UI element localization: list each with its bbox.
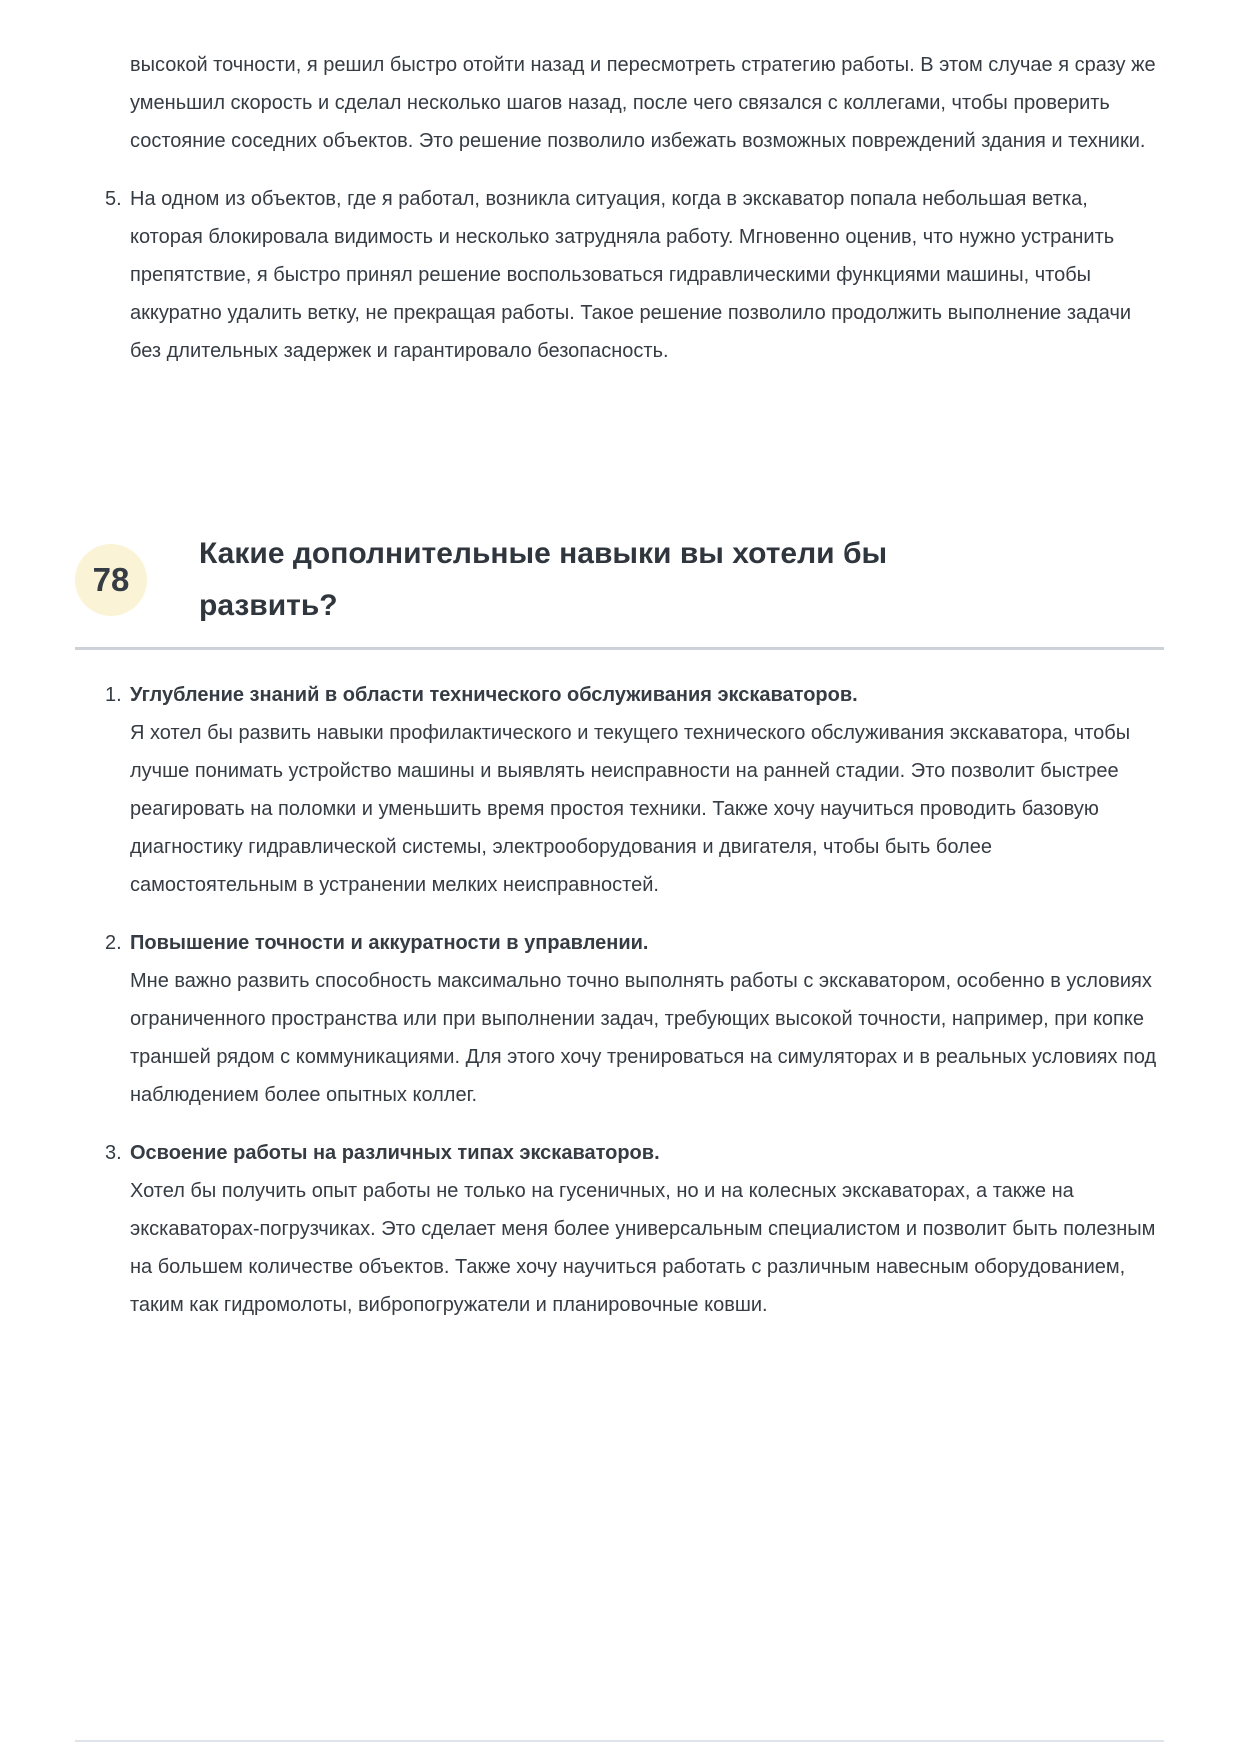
item-text: На одном из объектов, где я работал, возникла ситуация, когда в экскаватор попала небольшая ветка, которая блокировала видимость и несколько затрудняла работу. Мгновенно оценив, что нужно устранить препятствие, я быстро принял решение воспользоваться гидравлическими функциями машины, чтобы аккуратно удалить ветку, не прекращая работы. Такое решение позволило продолжить выполнение задачи без длительных задержек и гарантировало безопасность. — [130, 188, 1132, 362]
answer-title: Освоение работы на различных типах экскаваторов. — [130, 1142, 660, 1164]
answer-body: Мне важно развить способность максимально точно выполнять работы с экскаватором, особенно в условиях ограниченного пространства или при выполнении задач, требующих высокой точности, например, при копке траншей рядом с коммуникациями. Для этого хочу тренироваться на симуляторах и в реальных условиях под наблюдением более опытных коллег. — [130, 970, 1157, 1106]
previous-answer-continuation: высокой точности, я решил быстро отойти назад и пересмотреть стратегию работы. В этом случае я сразу же уменьшил скорость и сделал несколько шагов назад, после чего связался с коллегами, чтобы проверить состояние соседних объектов. Это решение позволило избежать возможных повреждений здания и техники. — [130, 54, 1156, 152]
answer-body: Хотел бы получить опыт работы не только на гусеничных, но и на колесных экскаваторах, а также на экскаваторах-погрузчиках. Это сделает меня более универсальным специалистом и позволит быть полезным на большем количестве объектов. Также хочу научиться работать с различным навесным оборудованием, таким как гидромолоты, вибропогружатели и планировочные ковши. — [130, 1180, 1156, 1316]
answers-list — [75, 676, 1164, 1324]
answer-content — [130, 924, 1164, 1114]
answer-body: Я хотел бы развить навыки профилактического и текущего технического обслуживания экскаватора, чтобы лучше понимать устройство машины и выявлять неисправности на ранней стадии. Это позволит быстрее реагировать на поломки и уменьшить время простоя техники. Также хочу научиться проводить базовую диагностику гидравлической системы, электрооборудования и двигателя, чтобы быть более самостоятельным в устранении мелких неисправностей. — [130, 722, 1131, 896]
answer-content — [130, 676, 1164, 904]
list-item — [105, 180, 1164, 370]
page-bottom-divider — [75, 1740, 1164, 1742]
answer-number: 1. — [105, 684, 122, 706]
item-number: 5. — [105, 188, 122, 210]
answer-item — [105, 924, 1164, 1114]
answer-number: 2. — [105, 932, 122, 954]
answer-content — [130, 1134, 1164, 1324]
answer-title: Повышение точности и аккуратности в управлении. — [130, 932, 649, 954]
answer-item — [105, 676, 1164, 904]
question-number-badge: 78 — [75, 544, 147, 616]
answer-number: 3. — [105, 1142, 122, 1164]
answer-item — [105, 1134, 1164, 1324]
question-title: Какие дополнительные навыки вы хотели бы развить? — [199, 537, 888, 622]
question-divider — [75, 647, 1164, 650]
question-header — [75, 528, 1164, 632]
answer-title: Углубление знаний в области технического обслуживания экскаваторов. — [130, 684, 858, 706]
